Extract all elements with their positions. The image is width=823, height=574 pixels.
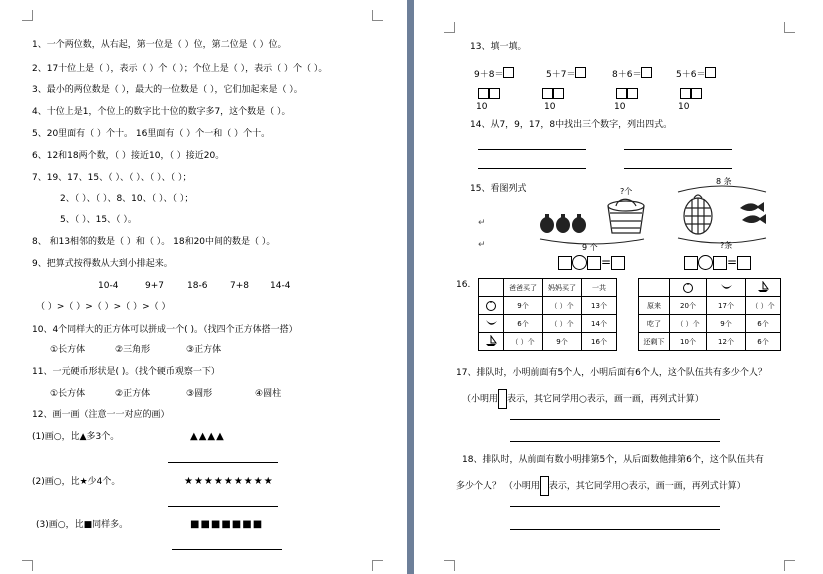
answer-line [624,149,732,150]
q9-expression: 10-4 [98,281,119,291]
bag-and-fish-picture [670,178,780,248]
answer-box [575,67,586,78]
equation-template-2 [684,255,751,270]
page-divider [407,0,414,574]
q10-option: ②三角形 [115,345,151,355]
answer-line [510,506,720,507]
question-12: 12、画一画（注意一一对应的画） [32,410,170,420]
answer-line [478,168,586,169]
question-13: 13、填一填。 [470,42,527,52]
answer-box [503,67,514,78]
split-box [680,88,691,99]
question-14: 14、从7，9，17，8中找出三个数字，列出四式。 [470,120,673,130]
answer-line [510,419,720,420]
equation-template-1 [558,255,625,270]
page-corner-mark [444,22,455,33]
page-corner-mark [22,560,33,571]
equals-sign: = [601,255,612,269]
answer-line [168,462,278,463]
boat-icon [746,279,781,297]
decompose-item: 9＋8＝ 10 [474,62,514,113]
question-16: 16. [456,280,471,290]
star-shapes: ★★★★★★★★★ [184,476,274,487]
q10-option: ①长方体 [50,345,86,355]
table-row [639,279,781,297]
left-page [0,0,407,574]
answer-line [168,506,278,507]
answer-box [705,67,716,78]
question-7-line-3: 5、（ ）、15、（ ）。 [60,215,137,225]
operator-circle [698,255,713,270]
count-label-1: 9 个 [582,243,598,252]
answer-line [624,168,732,169]
remaining-table [638,278,781,351]
blank-box [713,256,727,270]
square-shapes: ■■■■■■■ [190,519,264,530]
answer-line [478,149,586,150]
q10-option: ③正方体 [186,345,222,355]
banana-icon [707,279,746,297]
question-8: 8、 和13相邻的数是（ ）和（ ）。 18和20中间的数是（ ）。 [32,237,276,247]
blank-box [611,256,625,270]
question-10: 10、4个同样大的正方体可以拼成一个( )。（找四个正方体搭一搭） [32,325,298,335]
table-row: 原来 20个 17个 （ ）个 [639,297,781,315]
question-5: 5、20里面有（ ）个十。 16里面有（ ）个一和（ ）个十。 [32,129,271,139]
split-box [627,88,638,99]
decompose-item: 8＋6＝ 10 [612,62,652,113]
page-corner-mark [372,10,383,21]
question-18: 18、排队时，从前面有数小明排第5个，从后面数他排第6个，这个队伍共有 [462,455,764,465]
q9-order-blanks: （ ）>（ ）>（ ）>（ ）>（ ） [36,302,171,312]
answer-line [510,441,720,442]
boat-icon [479,333,504,351]
table-row: 爸爸买了 妈妈买了 一共 [479,279,617,297]
decompose-item: 5＋6＝ 10 [676,62,716,113]
paragraph-mark: ↵ [478,218,486,228]
question-4: 4、十位上是1，个位上的数字比十位的数字多7，这个数是（ ）。 [32,107,291,117]
q9-expression: 7+8 [230,281,249,291]
split-box [553,88,564,99]
split-box [691,88,702,99]
table-row: 6个 （ ）个 14个 [479,315,617,333]
blank-box [684,256,698,270]
q11-option: ③圆形 [186,389,213,399]
xiaoming-marker [540,476,549,496]
xiaoming-marker [498,389,507,409]
total-label-1: ?个 [620,187,633,196]
q9-expression: 14-4 [270,281,291,291]
page-corner-mark [444,560,455,571]
page-corner-mark [784,22,795,33]
q12-part-2: (2)画○，比★少4个。 [32,477,121,487]
q12-part-1: (1)画○，比▲多3个。 [32,432,120,442]
page-corner-mark [372,560,383,571]
question-2: 2、17十位上是（ ），表示（ ）个（ ）；个位上是（ ），表示（ ）个（ ）。 [32,64,328,74]
decompose-item: 5＋7＝ 10 [546,62,586,113]
table-row: 吃了 （ ）个 9个 6个 [639,315,781,333]
q11-option: ④圆柱 [255,389,282,399]
q9-expression: 9+7 [145,281,164,291]
split-box [478,88,489,99]
question-15: 15、看图列式 [470,184,527,194]
split-box [489,88,500,99]
q11-option: ②正方体 [115,389,151,399]
question-17-hint: （小明用 表示，其它同学用○表示，画一画，再列式计算） [462,389,704,409]
right-page [414,0,823,574]
operator-circle [572,255,587,270]
blank-box [587,256,601,270]
page-corner-mark [784,560,795,571]
equals-sign: = [727,255,738,269]
table-row: 还剩下 10个 12个 6个 [639,333,781,351]
question-7: 7、19、17、15、（ ）、（ ）、（ ）、（ ）； [32,173,192,183]
question-3: 3、最小的两位数是（ ），最大的一位数是（ ），它们加起来是（ ）。 [32,85,303,95]
q12-part-3: (3)画○，比■同样多。 [36,520,129,530]
split-box [542,88,553,99]
question-18-hint: 多少个人？ （小明用 表示，其它同学用○表示，画一画，再列式计算） [456,476,746,496]
answer-line [172,549,282,550]
table-row: 9个 （ ）个 13个 [479,297,617,315]
page-corner-mark [22,10,33,21]
banana-icon [479,315,504,333]
question-1: 1、一个两位数，从右起，第一位是（ ）位，第二位是（ ）位。 [32,40,287,50]
question-11: 11、一元硬币形状是( )。（找个硬币观察一下） [32,367,220,377]
question-6: 6、12和18两个数，（ ）接近10，（ ）接近20。 [32,151,225,161]
apple-icon [670,279,707,297]
q11-option: ①长方体 [50,389,86,399]
answer-box [641,67,652,78]
split-box [616,88,627,99]
triangle-shapes: ▲▲▲▲ [190,431,225,442]
question-9: 9、把算式按得数从大到小排起来。 [32,259,173,269]
count-label-2: ?条 [720,241,733,250]
total-label-2: 8 条 [716,177,732,186]
paragraph-mark: ↵ [478,240,486,250]
blank-box [737,256,751,270]
answer-line [510,529,720,530]
question-17: 17、排队时，小明前面有5个人，小明后面有6个人，这个队伍共有多少个人？ [456,368,767,378]
apple-icon [479,297,504,315]
question-7-line-2: 2、（ ）、（ ）、8、10、（ ）、（ ）； [60,194,194,204]
table-row: （ ）个 9个 16个 [479,333,617,351]
purchase-table [478,278,617,351]
q9-expression: 18-6 [187,281,208,291]
blank-box [558,256,572,270]
